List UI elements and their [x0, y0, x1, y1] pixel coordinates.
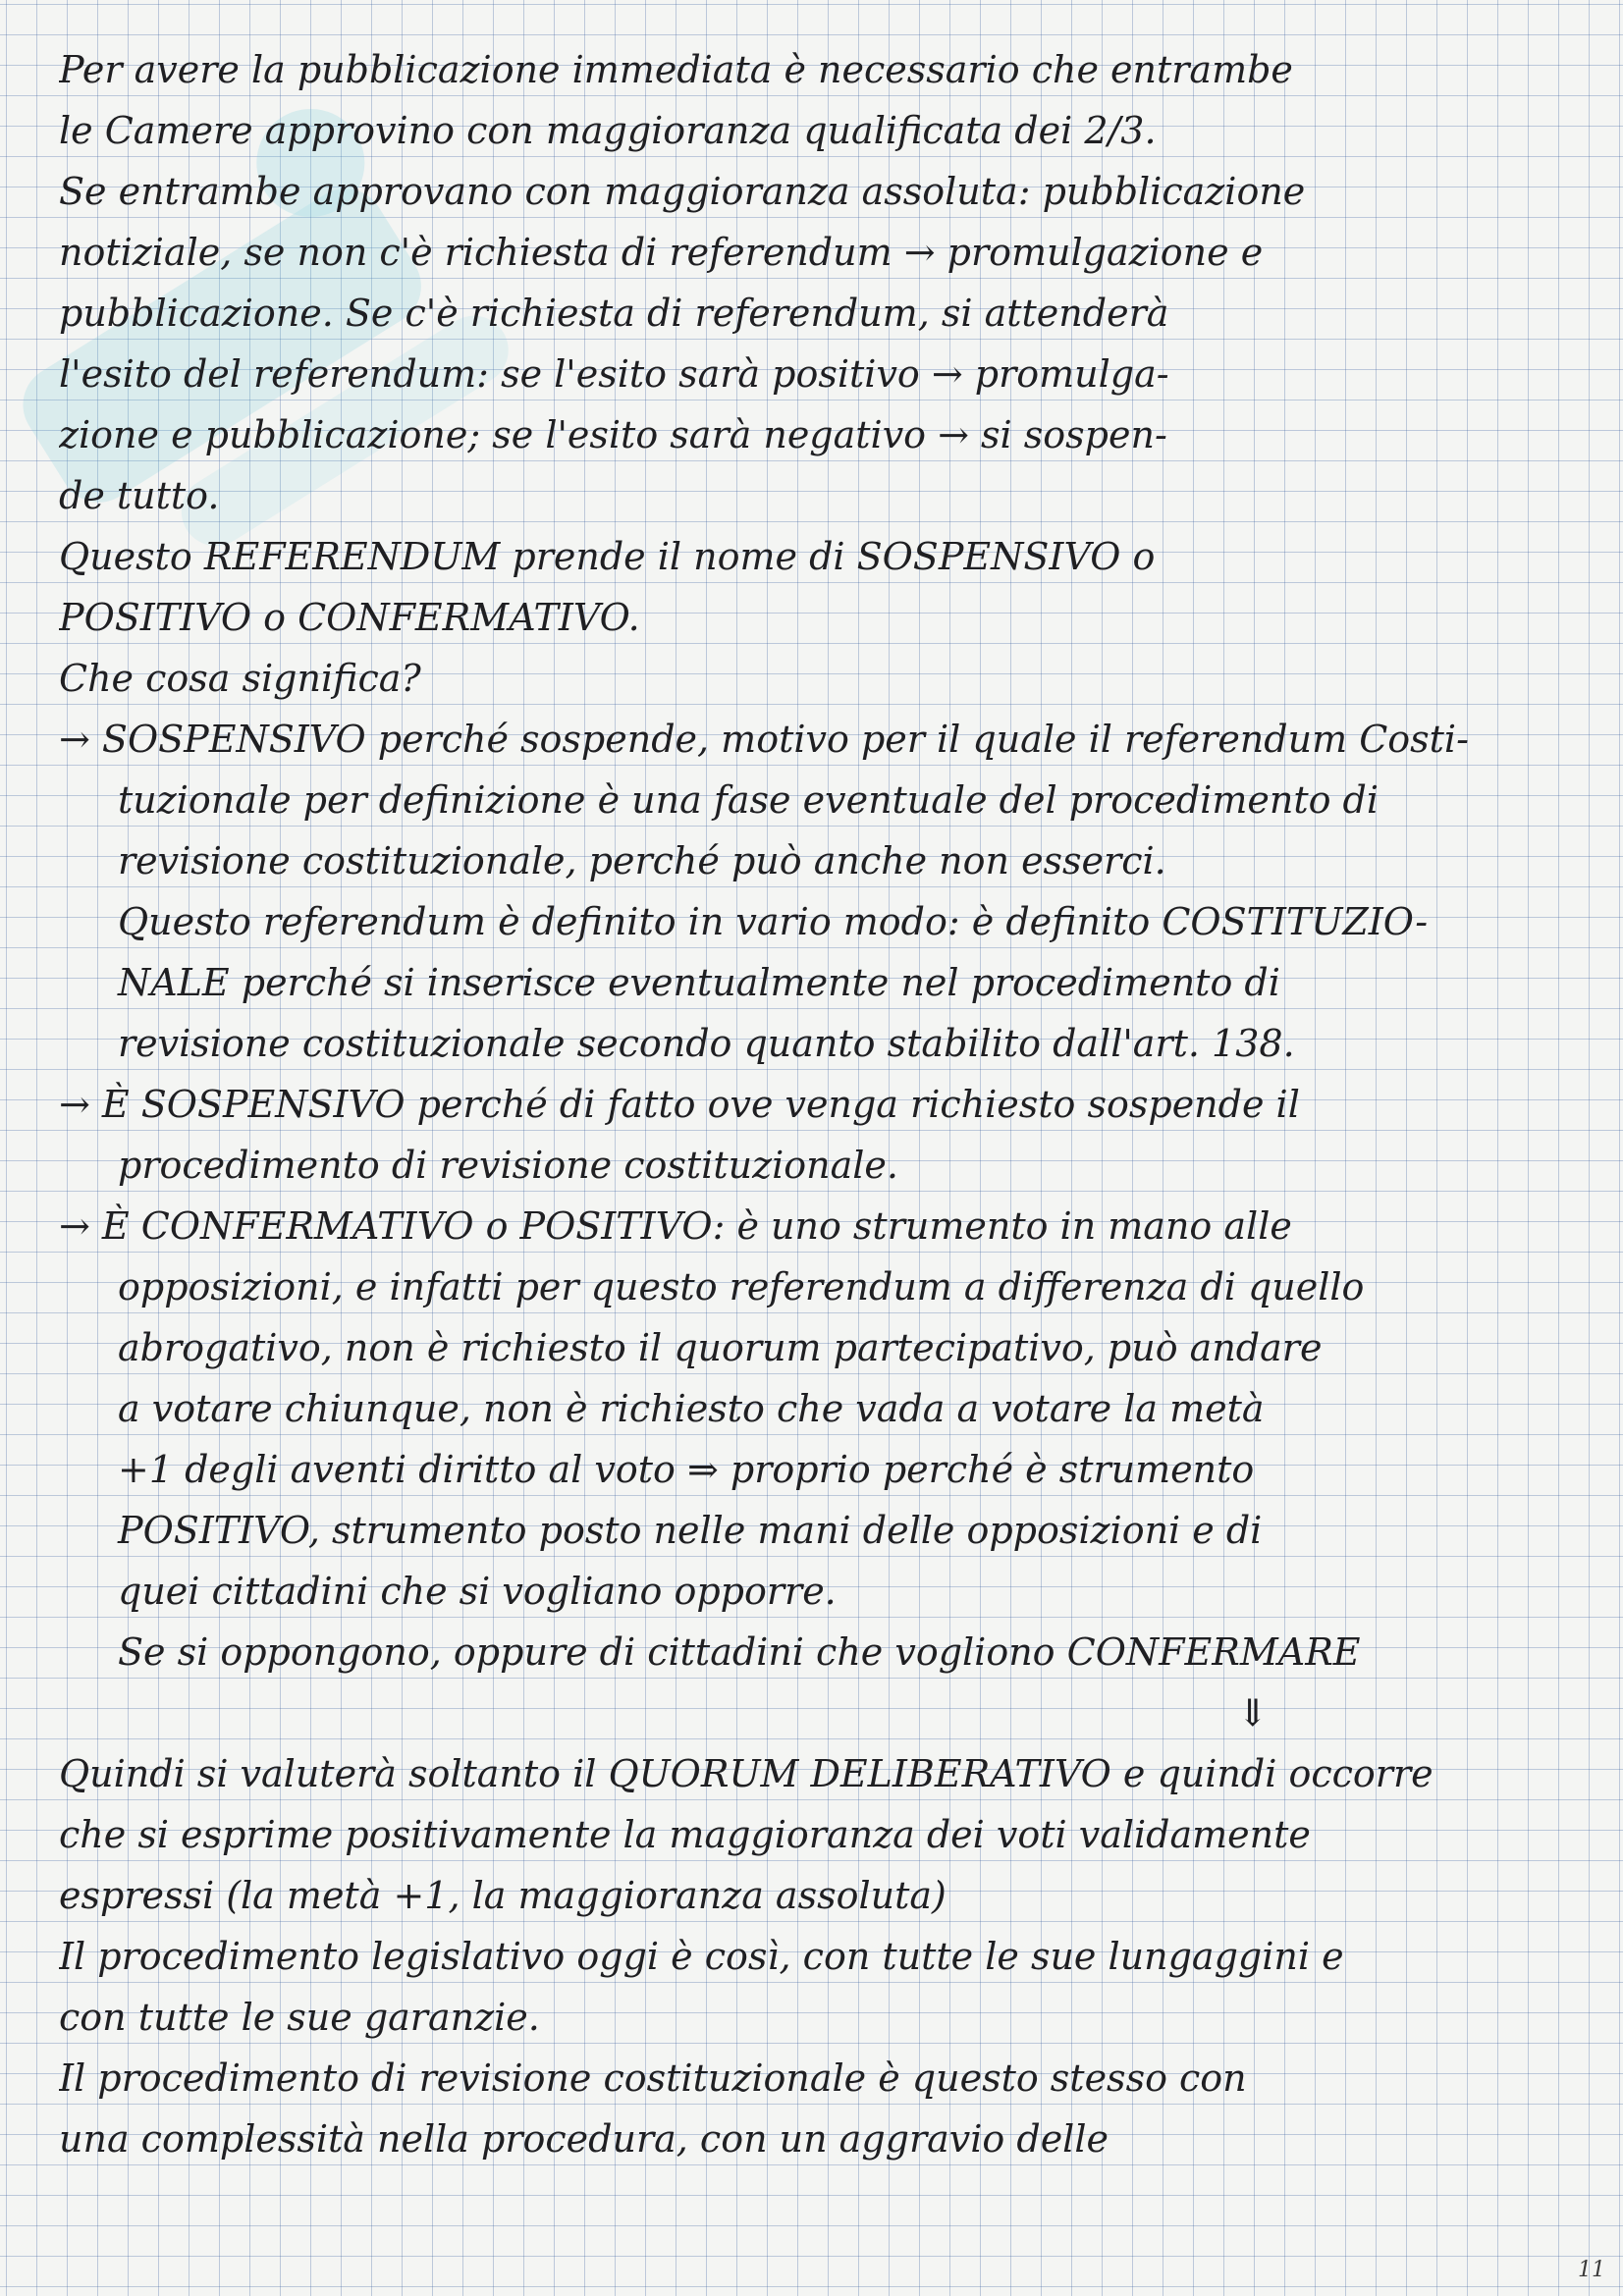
- text-line: → È CONFERMATIVO o POSITIVO: è uno strumento in mano alle: [59, 1204, 1292, 1248]
- text-line: zione e pubblicazione; se l'esito sarà negativo → si sospen-: [59, 413, 1167, 456]
- double-down-arrow: ⇓: [1237, 1691, 1269, 1735]
- text-line: Il procedimento legislativo oggi è così, con tutte le sue lungaggini e: [59, 1935, 1344, 1978]
- text-line: abrogativo, non è richiesto il quorum partecipativo, può andare: [118, 1326, 1323, 1369]
- text-line: revisione costituzionale, perché può anche non esserci.: [118, 839, 1166, 882]
- text-line: POSITIVO o CONFERMATIVO.: [59, 596, 640, 639]
- text-line: a votare chiunque, non è richiesto che vada a votare la metà: [118, 1387, 1265, 1430]
- text-line: Il procedimento di revisione costituzionale è questo stesso con: [59, 2056, 1247, 2100]
- text-line: procedimento di revisione costituzionale.: [118, 1144, 898, 1187]
- text-line: NALE perché si inserisce eventualmente nel procedimento di: [118, 961, 1280, 1004]
- text-line: che si esprime positivamente la maggioranza dei voti validamente: [59, 1813, 1311, 1856]
- text-line: l'esito del referendum: se l'esito sarà positivo → promulga-: [59, 352, 1169, 396]
- text-line: de tutto.: [59, 474, 220, 517]
- text-line: una complessità nella procedura, con un aggravio delle: [59, 2117, 1109, 2161]
- text-line: → È SOSPENSIVO perché di fatto ove venga richiesto sospende il: [59, 1083, 1300, 1126]
- text-line: con tutte le sue garanzie.: [59, 1996, 540, 2039]
- text-line: opposizioni, e infatti per questo referendum a differenza di quello: [118, 1265, 1365, 1308]
- text-line: → SOSPENSIVO perché sospende, motivo per il quale il referendum Costi-: [59, 718, 1469, 761]
- text-line: revisione costituzionale secondo quanto stabilito dall'art. 138.: [118, 1022, 1295, 1065]
- page-number: 11: [1578, 2258, 1605, 2282]
- text-line: quei cittadini che si vogliano opporre.: [118, 1570, 837, 1613]
- text-line: pubblicazione. Se c'è richiesta di referendum, si attenderà: [59, 292, 1169, 335]
- handwritten-notes-page: [59, 39, 1492, 2169]
- text-line: Questo referendum è definito in vario modo: è definito COSTITUZIO-: [118, 900, 1429, 943]
- text-line: Per avere la pubblicazione immediata è necessario che entrambe: [59, 48, 1293, 91]
- text-line: POSITIVO, strumento posto nelle mani delle opposizioni e di: [118, 1509, 1263, 1552]
- text-line: Che cosa significa?: [59, 657, 421, 700]
- text-line: espressi (la metà +1, la maggioranza assoluta): [59, 1874, 947, 1917]
- text-line: Quindi si valuterà soltanto il QUORUM DELIBERATIVO e quindi occorre: [59, 1752, 1434, 1795]
- text-line: Questo REFERENDUM prende il nome di SOSPENSIVO o: [59, 535, 1156, 578]
- text-line: le Camere approvino con maggioranza qualificata dei 2/3.: [59, 109, 1157, 152]
- text-line: +1 degli aventi diritto al voto ⇒ proprio perché è strumento: [118, 1448, 1255, 1491]
- text-line: tuzionale per definizione è una fase eventuale del procedimento di: [118, 778, 1380, 822]
- text-line: Se si oppongono, oppure di cittadini che vogliono CONFERMARE: [118, 1630, 1361, 1674]
- text-line: Se entrambe approvano con maggioranza assoluta: pubblicazione: [59, 170, 1306, 213]
- text-line: notiziale, se non c'è richiesta di referendum → promulgazione e: [59, 231, 1264, 274]
